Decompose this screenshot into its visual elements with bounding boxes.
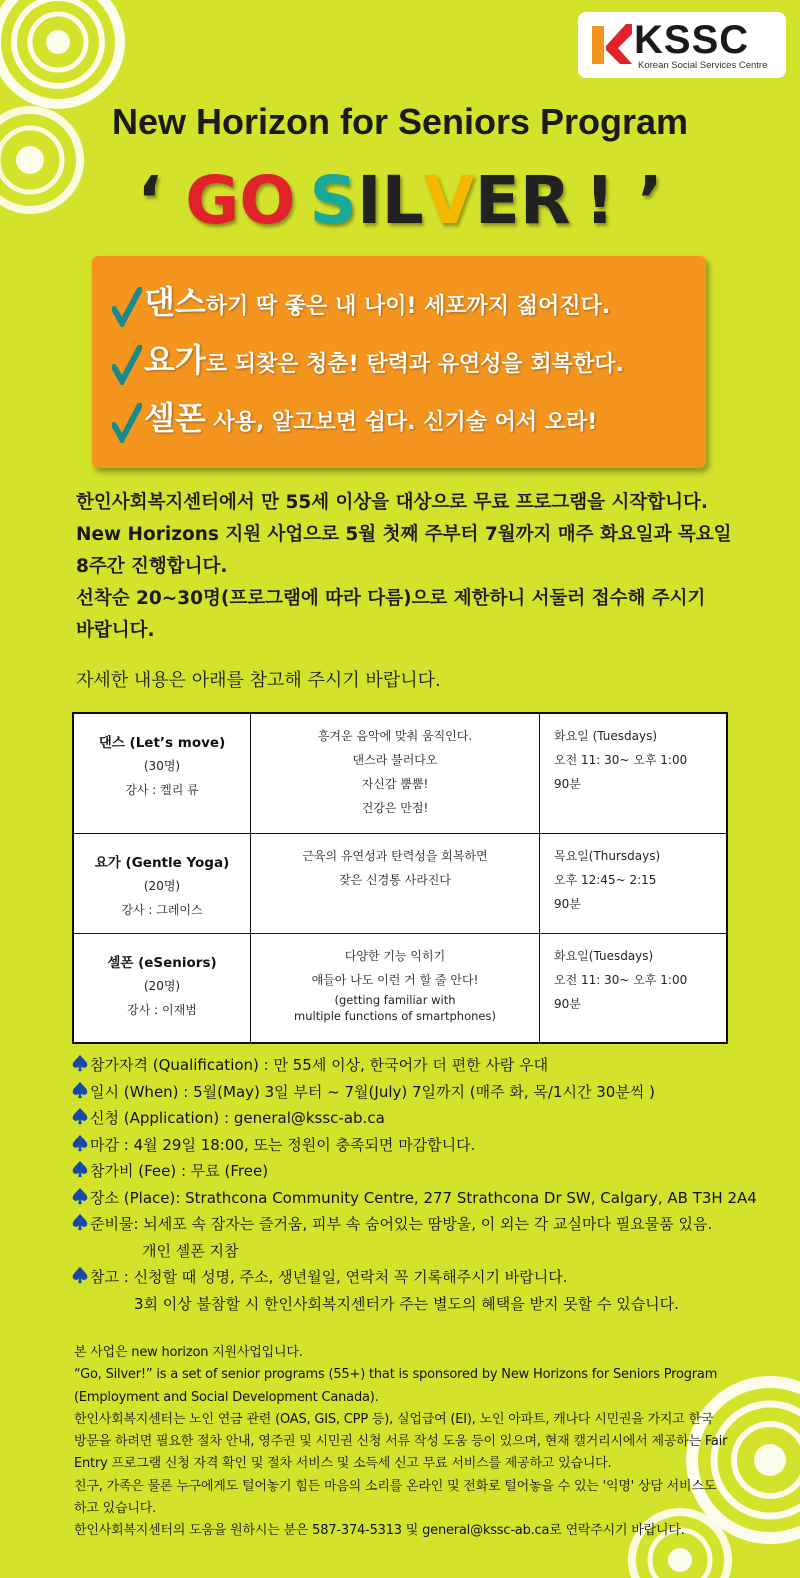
spade-bullet-icon [70, 1187, 90, 1205]
program-name: 댄스 (Let’s move) [98, 735, 226, 751]
program-description: 잦은 신경통 사라진다 [339, 872, 451, 887]
highlights-box [92, 256, 706, 468]
list-item [70, 1105, 790, 1132]
detail-place: 장소 (Place): Strathcona Community Centre, 277 Strathcona Dr SW, Calgary, AB T3H 2A4 [90, 1188, 757, 1207]
program-description-english: (getting familiar with [334, 992, 456, 1007]
detail-supplies: 준비물: 뇌세포 속 잠자는 즐거움, 피부 속 숨어있는 땀방울, 이 외는 각 교실마다 필요물품 있음. [90, 1215, 713, 1233]
spade-bullet-icon [70, 1213, 90, 1231]
footer-line: 본 사업은 new horizon 지원사업입니다. [74, 1345, 303, 1360]
slogan-letter: I [357, 162, 382, 239]
slogan-letter: R [519, 162, 571, 239]
logo-name: KSSC [634, 18, 750, 62]
program-description: 댄스라 불러다오 [352, 753, 438, 767]
program-schedule-cell [540, 933, 728, 1043]
program-time: 오전 11: 30~ 오후 1:00 [554, 972, 688, 987]
slogan-quote-open: ‘ [137, 162, 163, 239]
footer-line: 방문을 하려면 필요한 절차 안내, 영주권 및 시민권 신청 서류 작성 도움 등이 있으며, 현재 캘거리시에서 제공하는 Fair [74, 1434, 728, 1450]
footer-line: 한인사회복지센터는 노인 연금 관련 (OAS, GIS, CPP 등), 실업급여 (EI), 노인 아파트, 캐나다 시민권을 가지고 한국 [74, 1411, 714, 1427]
spade-bullet-icon [70, 1054, 90, 1072]
slogan-letter: S [309, 162, 358, 239]
highlight-cellphone [112, 390, 597, 446]
program-instructor: 강사 : 이재범 [127, 1002, 197, 1017]
logo-subtitle: Korean Social Services Centre [638, 60, 768, 71]
spade-bullet-icon [70, 1107, 90, 1125]
intro-line: New Horizons 지원 사업으로 5월 첫째 주부터 7월까지 매주 화요일과 목요일 [76, 524, 732, 545]
footer-line: 한인사회복지센터의 도움을 원하시는 분은 587-374-5313 및 general@kssc-ab.ca로 연락주시기 바랍니다. [74, 1523, 685, 1539]
slogan [0, 156, 800, 246]
program-day: 목요일(Thursdays) [554, 848, 661, 863]
intro-paragraph [76, 487, 736, 647]
program-instructor: 강사 : 그레이스 [121, 902, 203, 917]
list-item [70, 1264, 790, 1291]
program-description-english: multiple functions of smartphones) [294, 1008, 496, 1023]
kssc-logo-mark-icon [588, 20, 632, 70]
program-name: 셀폰 (eSeniors) [107, 954, 217, 971]
detail-note: 참고 : 신청할 때 성명, 주소, 생년월일, 연락처 꼭 기록해주시기 바랍니다. [90, 1268, 568, 1286]
program-description-cell [251, 933, 540, 1043]
list-item [70, 1052, 790, 1079]
program-capacity: (20명) [143, 978, 181, 993]
slogan-letter [571, 156, 585, 246]
highlight-yoga [112, 332, 624, 388]
spade-bullet-icon [70, 1081, 90, 1099]
slogan-letters [185, 156, 615, 246]
program-duration: 90분 [554, 996, 581, 1011]
details-list [70, 1052, 790, 1317]
list-item [70, 1185, 790, 1212]
program-description: 얘들아 나도 이런 거 할 줄 안다! [311, 972, 479, 987]
program-time: 오후 12:45~ 2:15 [554, 872, 657, 887]
detail-fee: 참가비 (Fee) : 무료 (Free) [90, 1162, 269, 1180]
highlight-text: 사용, 알고보면 쉽다. 신기술 어서 오라! [205, 410, 598, 435]
detail-when: 일시 (When) : 5월(May) 3일 부터 ~ 7월(July) 7일까지 (매주 화, 목/1시간 30분씩 ) [90, 1082, 655, 1101]
spade-bullet-icon [70, 1134, 90, 1152]
program-description: 흥겨운 음악에 맞춰 움직인다. [317, 729, 473, 743]
program-description: 다양한 기능 익히기 [344, 948, 446, 963]
program-time: 오전 11: 30~ 오후 1:00 [554, 753, 688, 767]
check-icon [112, 287, 142, 327]
program-day: 화요일(Tuesdays) [554, 948, 654, 963]
slogan-letter: G [185, 162, 240, 239]
list-item [70, 1132, 790, 1159]
table-row [73, 713, 727, 833]
list-item [70, 1079, 790, 1106]
program-name-cell [73, 713, 251, 833]
footer-line: Entry 프로그램 신청 자격 확인 및 절차 서비스 및 소득세 신고 무료 서비스를 제공하고 있습니다. [74, 1456, 612, 1472]
program-duration: 90분 [554, 777, 581, 791]
check-icon [112, 345, 142, 385]
program-description: 자신감 뿜뿜! [361, 777, 429, 791]
footer-notes [74, 1342, 764, 1543]
spade-bullet-icon [70, 1160, 90, 1178]
spade-bullet-icon [70, 1266, 90, 1284]
program-description-cell [251, 713, 540, 833]
detail-deadline: 마감 : 4월 29일 18:00, 또는 정원이 충족되면 마감합니다. [90, 1135, 476, 1154]
slogan-letter: V [423, 162, 475, 239]
check-icon [112, 403, 142, 443]
list-item [70, 1211, 790, 1238]
program-description: 근육의 유연성과 탄력성을 회복하면 [302, 848, 488, 863]
reference-note: 자세한 내용은 아래를 참고해 주시기 바랍니다. [76, 670, 441, 691]
program-instructor: 강사 : 켈리 류 [125, 783, 199, 797]
detail-supplies-continued: 개인 셀폰 지참 [142, 1241, 239, 1260]
slogan-letter: E [474, 162, 520, 239]
list-item [70, 1158, 790, 1185]
slogan-letter: L [381, 162, 424, 239]
program-name-cell [73, 833, 251, 933]
program-description-cell [251, 833, 540, 933]
program-capacity: (20명) [143, 878, 181, 893]
highlight-dance [112, 274, 610, 330]
detail-qualification: 참가자격 (Qualification) : 만 55세 이상, 한국어가 더 편한 사람 우대 [90, 1056, 549, 1074]
program-name: 요가 (Gentle Yoga) [94, 854, 230, 871]
slogan-quote-close: ’ [637, 162, 663, 239]
highlight-text: 로 되찾은 청춘! 탄력과 유연성을 회복한다. [205, 352, 624, 377]
detail-note-continued: 3회 이상 불참할 시 한인사회복지센터가 주는 별도의 혜택을 받지 못할 수 있습니다. [134, 1294, 679, 1313]
program-name-cell [73, 933, 251, 1043]
slogan-letter [296, 156, 310, 246]
intro-line: 바랍니다. [76, 620, 155, 641]
program-table [72, 712, 728, 1044]
slogan-letter: O [239, 162, 296, 239]
kssc-logo [578, 12, 786, 78]
intro-line: 8주간 진행합니다. [76, 556, 228, 577]
page-title: New Horizon for Seniors Program [111, 101, 689, 142]
highlight-keyword: 댄스 [144, 283, 206, 321]
detail-application: 신청 (Application) : general@kssc-ab.ca [90, 1109, 385, 1127]
highlight-keyword: 요가 [144, 341, 206, 379]
table-row [73, 933, 727, 1043]
footer-line: (Employment and Social Development Canada). [74, 1389, 379, 1405]
program-description: 건강은 만점! [361, 801, 429, 815]
program-capacity: (30명) [143, 759, 181, 773]
highlight-text: 하기 딱 좋은 내 나이! 세포까지 젊어진다. [205, 294, 611, 319]
intro-line: 선착순 20~30명(프로그램에 따라 다름)으로 제한하니 서둘러 접수해 주시기 [76, 588, 706, 609]
program-schedule-cell [540, 713, 728, 833]
footer-line: 하고 있습니다. [74, 1501, 157, 1517]
footer-line: 친구, 가족은 물론 누구에게도 털어놓기 힘든 마음의 소리를 온라인 및 전화로 털어놓을 수 있는 '익명' 상담 서비스도 [74, 1478, 717, 1494]
program-duration: 90분 [554, 896, 581, 911]
program-schedule-cell [540, 833, 728, 933]
intro-line: 한인사회복지센터에서 만 55세 이상을 대상으로 무료 프로그램을 시작합니다. [76, 492, 708, 513]
footer-line: “Go, Silver!” is a set of senior programs (55+) that is sponsored by New Horizons for Seniors Program [74, 1367, 718, 1383]
program-day: 화요일 (Tuesdays) [554, 729, 658, 743]
highlight-keyword: 셀폰 [144, 399, 206, 437]
slogan-letter: ! [584, 162, 615, 239]
table-row [73, 833, 727, 933]
